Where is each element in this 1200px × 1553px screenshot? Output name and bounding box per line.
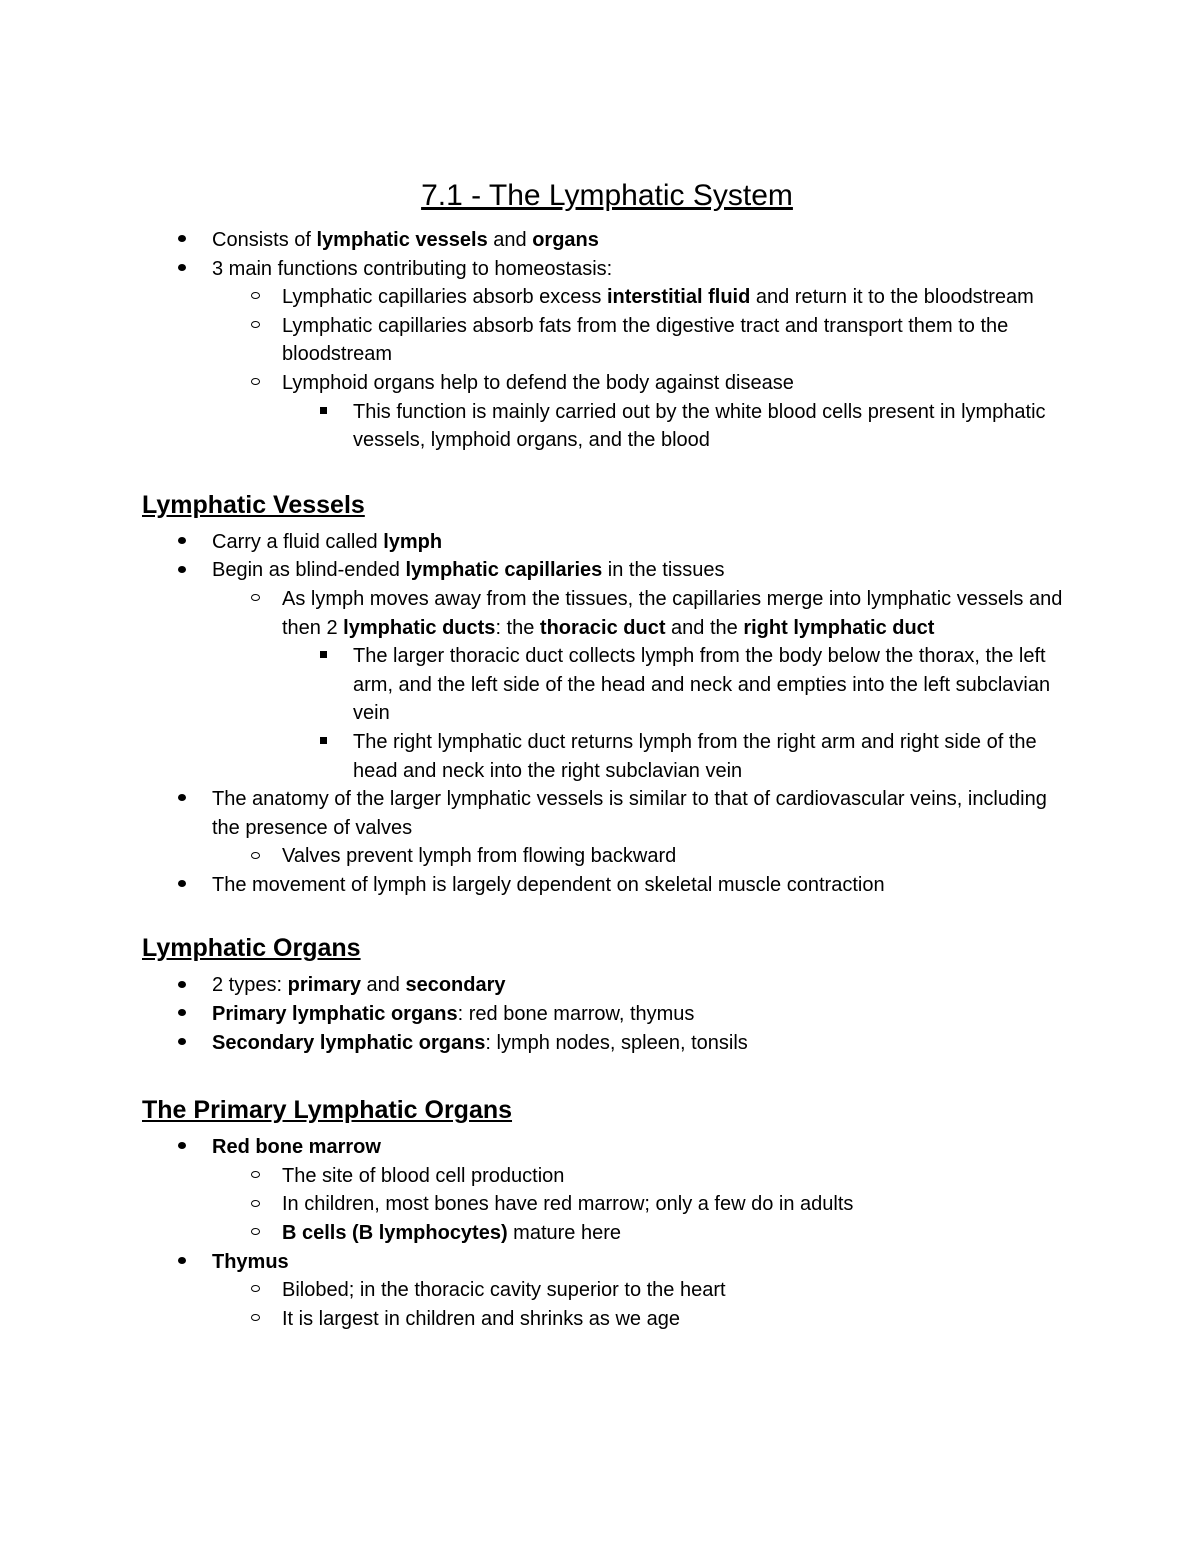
list-item: Carry a fluid called lymph bbox=[142, 528, 1072, 557]
list-item: Begin as blind-ended lymphatic capillaries in the tissues bbox=[142, 556, 1072, 585]
bullet-circle-icon bbox=[245, 283, 265, 312]
bullet-circle-icon bbox=[245, 1162, 265, 1191]
list-item: Primary lymphatic organs: red bone marrow, thymus bbox=[142, 1000, 1072, 1029]
bullet-circle-icon bbox=[245, 369, 265, 398]
list-item: The anatomy of the larger lymphatic vessels is similar to that of cardiovascular veins, including the presence of valves bbox=[142, 785, 1072, 842]
list-item: Bilobed; in the thoracic cavity superior to the heart bbox=[142, 1276, 1072, 1305]
list-item: 2 types: primary and secondary bbox=[142, 971, 1072, 1000]
organs-list bbox=[142, 971, 1072, 1057]
list-item: As lymph moves away from the tissues, the capillaries merge into lymphatic vessels and then 2 lymphatic ducts: the thoracic duct and the right lymphatic duct bbox=[142, 585, 1072, 642]
bullet-dot-icon bbox=[172, 971, 192, 1000]
list-item: The larger thoracic duct collects lymph from the body below the thorax, the left arm, and the left side of the head and neck and empties into the left subclavian vein bbox=[142, 642, 1072, 728]
bullet-dot-icon bbox=[172, 226, 192, 255]
list-item: Thymus bbox=[142, 1248, 1072, 1277]
vessels-list bbox=[142, 528, 1072, 900]
section-heading-lymphatic-vessels: Lymphatic Vessels bbox=[142, 490, 365, 519]
bullet-square-icon bbox=[313, 642, 333, 671]
bullet-circle-icon bbox=[245, 1276, 265, 1305]
list-item: Consists of lymphatic vessels and organs bbox=[142, 226, 1072, 255]
list-item: It is largest in children and shrinks as we age bbox=[142, 1305, 1072, 1334]
list-item: The right lymphatic duct returns lymph from the right arm and right side of the head and neck into the right subclavian vein bbox=[142, 728, 1072, 785]
intro-list bbox=[142, 226, 1072, 455]
list-item: Lymphoid organs help to defend the body against disease bbox=[142, 369, 1072, 398]
bullet-dot-icon bbox=[172, 1029, 192, 1058]
primary-list bbox=[142, 1133, 1072, 1333]
bullet-dot-icon bbox=[172, 255, 192, 284]
bullet-dot-icon bbox=[172, 871, 192, 900]
section-heading-primary-lymphatic-organs: The Primary Lymphatic Organs bbox=[142, 1096, 513, 1125]
bullet-circle-icon bbox=[245, 312, 265, 341]
bullet-dot-icon bbox=[172, 528, 192, 557]
bullet-circle-icon bbox=[245, 1219, 265, 1248]
bullet-square-icon bbox=[313, 728, 333, 757]
list-item: B cells (B lymphocytes) mature here bbox=[142, 1219, 1072, 1248]
bullet-dot-icon bbox=[172, 1133, 192, 1162]
bullet-circle-icon bbox=[245, 585, 265, 614]
bullet-dot-icon bbox=[172, 556, 192, 585]
list-item: Lymphatic capillaries absorb excess interstitial fluid and return it to the bloodstream bbox=[142, 283, 1072, 312]
list-item: Red bone marrow bbox=[142, 1133, 1072, 1162]
section-heading-lymphatic-organs: Lymphatic Organs bbox=[142, 934, 361, 963]
list-item: Secondary lymphatic organs: lymph nodes, spleen, tonsils bbox=[142, 1029, 1072, 1058]
bullet-circle-icon bbox=[245, 842, 265, 871]
bullet-dot-icon bbox=[172, 785, 192, 814]
bullet-circle-icon bbox=[245, 1305, 265, 1334]
bullet-dot-icon bbox=[172, 1248, 192, 1277]
bullet-dot-icon bbox=[172, 1000, 192, 1029]
list-item: This function is mainly carried out by the white blood cells present in lymphatic vessels, lymphoid organs, and the blood bbox=[142, 398, 1072, 455]
list-item: The site of blood cell production bbox=[142, 1162, 1072, 1191]
list-item: Lymphatic capillaries absorb fats from the digestive tract and transport them to the bloodstream bbox=[142, 312, 1072, 369]
bullet-square-icon bbox=[313, 398, 333, 427]
list-item: The movement of lymph is largely dependent on skeletal muscle contraction bbox=[142, 871, 1072, 900]
document-page bbox=[142, 176, 1072, 1333]
bullet-circle-icon bbox=[245, 1190, 265, 1219]
document-title: 7.1 - The Lymphatic System bbox=[421, 179, 793, 212]
list-item: 3 main functions contributing to homeostasis: bbox=[142, 255, 1072, 284]
list-item: Valves prevent lymph from flowing backward bbox=[142, 842, 1072, 871]
list-item: In children, most bones have red marrow; only a few do in adults bbox=[142, 1190, 1072, 1219]
